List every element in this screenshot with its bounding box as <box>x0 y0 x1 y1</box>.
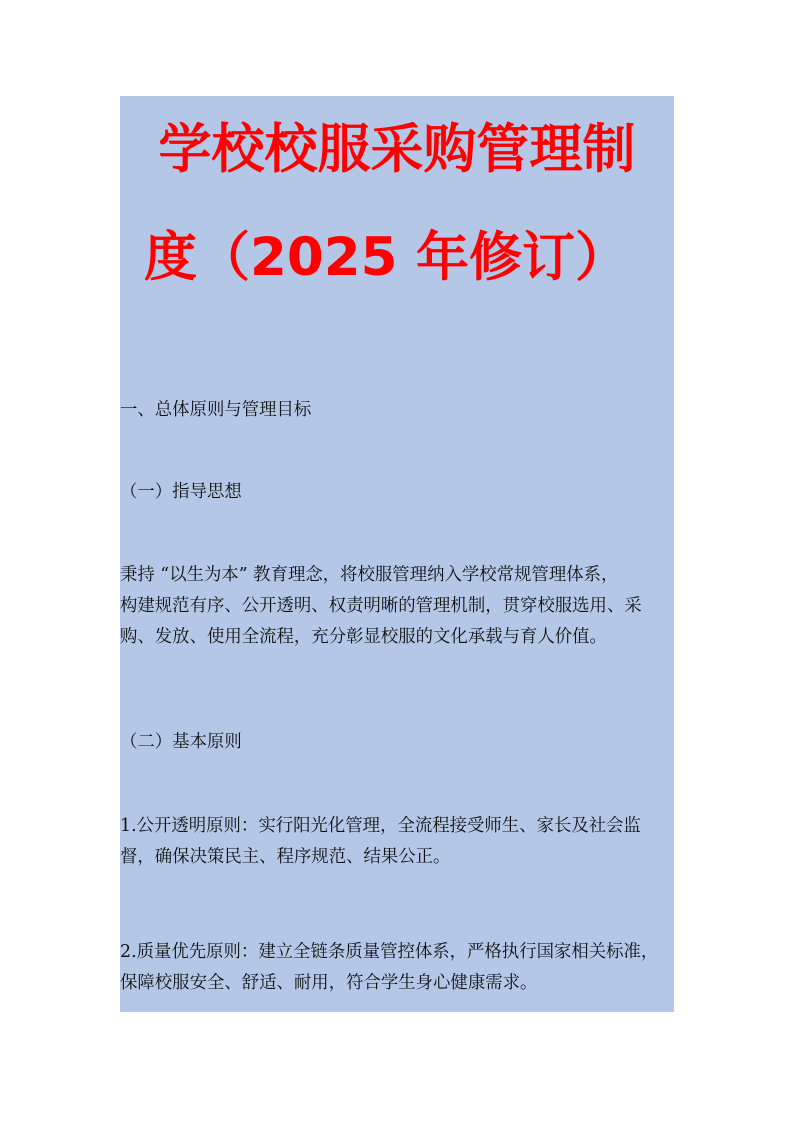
paragraph-guiding-ideology <box>120 561 674 654</box>
paragraph-line: 秉持 “以生为本” 教育理念，将校服管理纳入学校常规管理体系， <box>120 565 619 585</box>
paragraph-line: 1.公开透明原则：实行阳光化管理，全流程接受师生、家长及社会监 <box>120 816 641 836</box>
document-title-line-1: 学校校服采购管理制 <box>158 119 636 180</box>
paragraph-line: 2.质量优先原则：建立全链条质量管控体系，严格执行国家相关标准， <box>120 942 659 962</box>
document-title-line-2: 度（2025 年修订） <box>144 227 628 288</box>
document-panel <box>120 96 674 1012</box>
paragraph-principle-transparency <box>120 812 674 874</box>
section-heading: 一、总体原则与管理目标 <box>120 400 312 420</box>
paragraph-principle-quality <box>120 938 674 1000</box>
subsection-heading-guiding-ideology: （一）指导思想 <box>120 482 242 502</box>
paragraph-line: 购、发放、使用全流程，充分彰显校服的文化承载与育人价值。 <box>120 627 607 647</box>
paragraph-line: 督，确保决策民主、程序规范、结果公正。 <box>120 847 451 867</box>
subsection-heading-basic-principles: （二）基本原则 <box>120 732 242 752</box>
paragraph-line: 保障校服安全、舒适、耐用，符合学生身心健康需求。 <box>120 973 538 993</box>
paragraph-line: 构建规范有序、公开透明、权责明晰的管理机制，贯穿校服选用、采 <box>120 596 642 616</box>
